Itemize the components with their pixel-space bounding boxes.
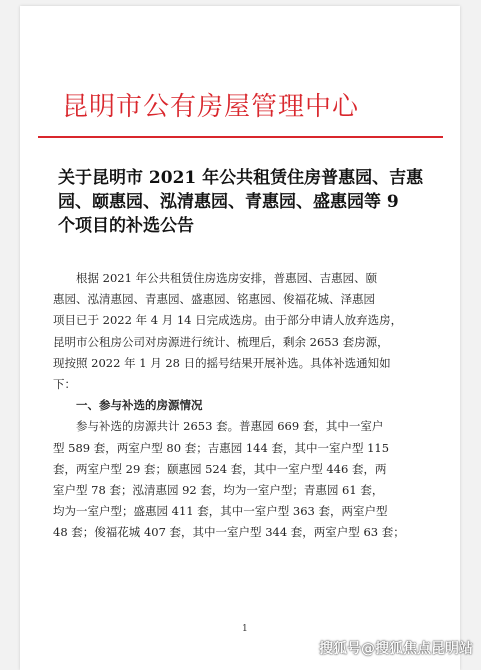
document-page xyxy=(20,6,460,670)
body-line: 项目已于 2022 年 4 月 14 日完成选房。由于部分申请人放弃选房， xyxy=(53,313,403,328)
body-line: 根据 2021 年公共租赁住房选房安排，普惠园、吉惠园、颐 xyxy=(76,271,378,285)
body-line: 惠园、泓清惠园、青惠园、盛惠园、铭惠园、俊福花城、泽惠园 xyxy=(53,292,375,307)
body-line: 套，两室户型 29 套；颐惠园 524 套，其中一室户型 446 套，两 xyxy=(53,461,387,476)
title-line: 关于昆明市 2021 年公共租赁住房普惠园、吉惠 xyxy=(58,168,424,188)
body-line: 现按照 2022 年 1 月 28 日的摇号结果开展补选。具体补选通知如 xyxy=(53,355,391,370)
body-line: 昆明市公租房公司对房源进行统计、梳理后，剩余 2653 套房源， xyxy=(53,334,389,349)
page-number: 1 xyxy=(242,624,248,634)
body-line: 参与补选的房源共计 2653 套。普惠园 669 套，其中一室户 xyxy=(76,419,384,434)
body-line: 48 套；俊福花城 407 套，其中一室户型 344 套，两室户型 63 套； xyxy=(53,525,405,540)
section-heading: 一、参与补选的房源情况 xyxy=(76,398,203,413)
source-watermark: 搜狐号@搜狐焦点昆明站 xyxy=(319,641,473,657)
title-line: 园、颐惠园、泓清惠园、青惠园、盛惠园等 9 xyxy=(58,192,399,212)
body-line: 室户型 78 套；泓清惠园 92 套，均为一室户型；青惠园 61 套， xyxy=(53,483,384,498)
body-line: 型 589 套，两室户型 80 套；吉惠园 144 套，其中一室户型 115 xyxy=(53,440,390,455)
organization-header: 昆明市公有房屋管理中心 xyxy=(62,92,360,122)
red-divider-line xyxy=(38,136,443,138)
document-body xyxy=(53,268,445,544)
body-line: 下： xyxy=(53,377,76,392)
document-title xyxy=(58,166,430,238)
body-line: 均为一室户型；盛惠园 411 套，其中一室户型 363 套，两室户型 xyxy=(53,504,388,519)
title-line: 个项目的补选公告 xyxy=(58,216,194,236)
